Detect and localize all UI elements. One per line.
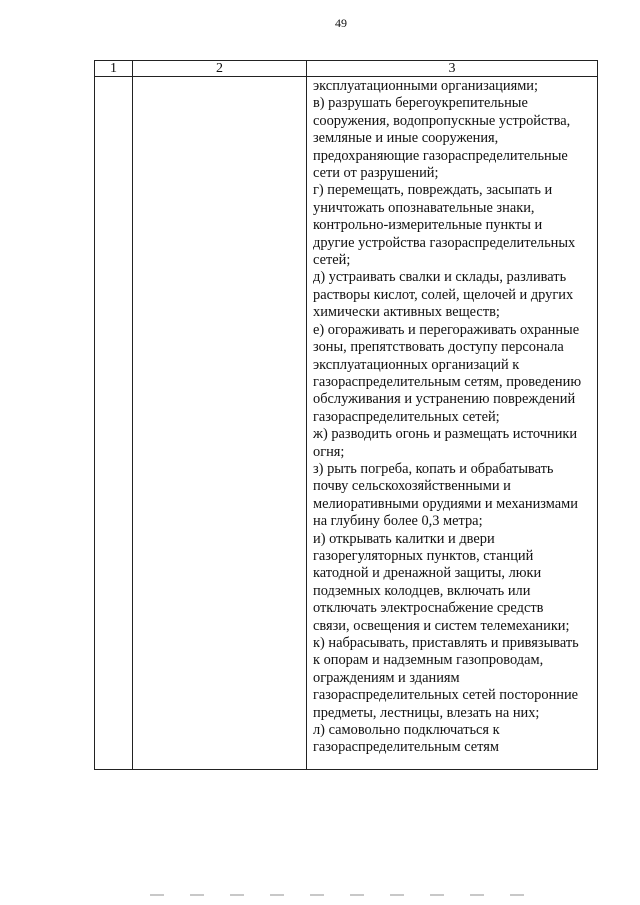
text-line: уничтожать опознавательные знаки, bbox=[313, 199, 535, 216]
text-line: связи, освещения и систем телемеханики; bbox=[313, 617, 570, 634]
table-header-row bbox=[95, 61, 598, 77]
text-line: предохраняющие газораспределительные bbox=[313, 147, 568, 164]
column-header-3: 3 bbox=[307, 61, 598, 77]
text-line: сетей; bbox=[313, 252, 351, 269]
text-line: почву сельскохозяйственными и bbox=[313, 478, 511, 495]
column-header-2: 2 bbox=[133, 61, 307, 77]
text-line: сооружения, водопропускные устройства, bbox=[313, 112, 571, 129]
content-table bbox=[94, 60, 598, 770]
text-line: контрольно-измерительные пункты и bbox=[313, 217, 543, 234]
table-row bbox=[95, 77, 598, 770]
text-line: сети от разрушений; bbox=[313, 165, 439, 182]
text-line: другие устройства газораспределительных bbox=[313, 234, 576, 251]
table-cell-col1 bbox=[95, 77, 133, 770]
text-line: л) самовольно подключаться к bbox=[313, 722, 500, 739]
text-line: газораспределительным сетям bbox=[313, 739, 500, 756]
text-line: газорегуляторных пунктов, станций bbox=[313, 547, 534, 564]
text-line: на глубину более 0,3 метра; bbox=[313, 513, 483, 530]
text-line: ограждениям и зданиям bbox=[313, 669, 460, 686]
text-line: зоны, препятствовать доступу персонала bbox=[313, 339, 564, 356]
cell-text-block bbox=[307, 77, 597, 757]
text-line: растворы кислот, солей, щелочей и других bbox=[313, 286, 574, 303]
text-line: з) рыть погреба, копать и обрабатывать bbox=[313, 460, 554, 477]
text-line: д) устраивать свалки и склады, разливать bbox=[313, 269, 567, 286]
text-line: обслуживания и устранению повреждений bbox=[313, 391, 576, 408]
text-line: газораспределительных сетей; bbox=[313, 408, 500, 425]
scan-artifact bbox=[150, 894, 550, 896]
text-line: мелиоративными орудиями и механизмами bbox=[313, 495, 578, 512]
text-line: г) перемещать, повреждать, засыпать и bbox=[313, 182, 553, 199]
text-line: к) набрасывать, приставлять и привязывать bbox=[313, 635, 579, 651]
text-line: эксплуатационных организаций к bbox=[313, 356, 520, 373]
table-cell-col2 bbox=[133, 77, 307, 770]
text-line: к опорам и надземным газопроводам, bbox=[313, 652, 544, 669]
text-line: эксплуатационными организациями; bbox=[313, 78, 539, 94]
text-line: химически активных веществ; bbox=[313, 304, 500, 321]
text-line: и) открывать калитки и двери bbox=[313, 530, 495, 547]
text-line: газораспределительным сетям, проведению bbox=[313, 373, 582, 390]
table-cell-col3 bbox=[307, 77, 598, 770]
text-line: предметы, лестницы, влезать на них; bbox=[313, 704, 540, 721]
text-line: в) разрушать берегоукрепительные bbox=[313, 95, 528, 112]
text-line: ж) разводить огонь и размещать источники bbox=[313, 426, 578, 443]
text-line: подземных колодцев, включать или bbox=[313, 582, 531, 599]
text-line: е) огораживать и перегораживать охранные bbox=[313, 321, 580, 338]
text-line: огня; bbox=[313, 443, 345, 460]
text-line: газораспределительных сетей посторонние bbox=[313, 687, 579, 704]
page-number: 49 bbox=[335, 16, 347, 30]
column-header-1: 1 bbox=[95, 61, 133, 77]
text-line: отключать электроснабжение средств bbox=[313, 600, 544, 617]
text-line: катодной и дренажной защиты, люки bbox=[313, 565, 542, 582]
text-line: земляные и иные сооружения, bbox=[313, 130, 499, 147]
